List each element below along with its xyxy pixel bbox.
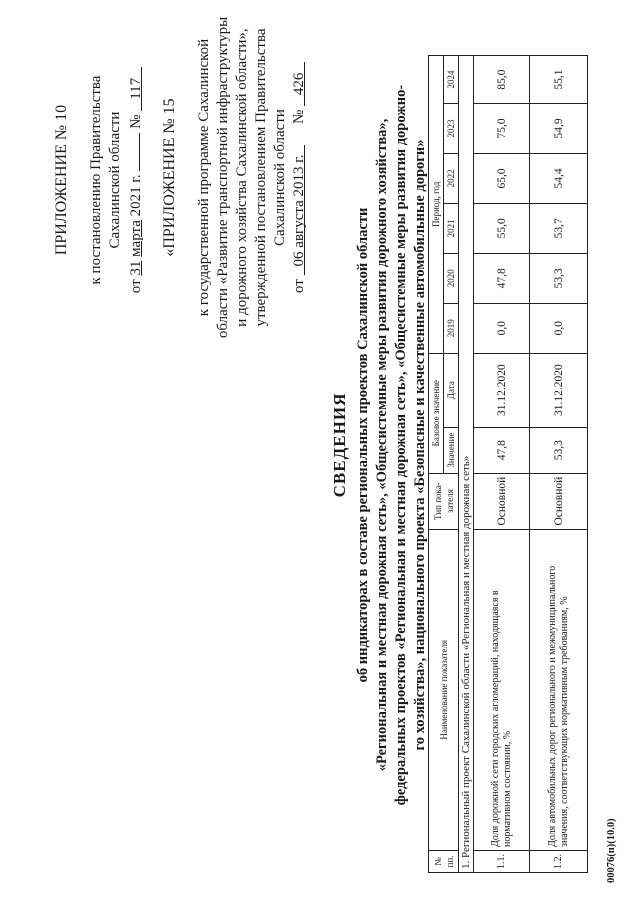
table-row xyxy=(474,56,530,873)
indicators-table-wrap xyxy=(428,55,588,873)
prior-appendix-block xyxy=(160,5,309,350)
year-header: 2022 xyxy=(444,153,459,203)
row-base-value: 47,8 xyxy=(474,427,530,473)
heading-line: об индикаторах в составе региональных проектов Сахалинской области xyxy=(355,207,371,683)
prior-line: области «Развитие транспортной инфраструктуры xyxy=(215,16,231,339)
row-year-value: 54,4 xyxy=(530,153,588,203)
section-title: 1. Региональный проект Сахалинской области «Региональная и местная дорожная сеть» xyxy=(459,56,474,873)
prior-num-sign: № xyxy=(291,109,307,124)
appendix-number: 117 xyxy=(127,67,142,111)
appendix-month: марта xyxy=(128,220,144,257)
col-base-date-header: Дата xyxy=(444,353,459,427)
prior-line: и дорожного хозяйства Сахалинской области», xyxy=(234,28,250,327)
appendix-year-suffix: г. xyxy=(128,174,144,183)
heading-line: го хозяйства», национального проекта «Безопасные и качественные автомобильные дороги» xyxy=(412,139,428,751)
row-type: Основной xyxy=(530,473,588,529)
row-year-value: 0,0 xyxy=(474,303,530,353)
prior-date-prefix: от xyxy=(291,279,307,294)
row-num: 1.2. xyxy=(530,851,588,873)
row-year-value: 53,3 xyxy=(530,253,588,303)
year-header: 2019 xyxy=(444,303,459,353)
document-heading xyxy=(330,75,430,815)
row-year-value: 47,8 xyxy=(474,253,530,303)
row-year-value: 65,0 xyxy=(474,153,530,203)
row-year-value: 55,1 xyxy=(530,56,588,104)
row-year-value: 54,9 xyxy=(530,104,588,154)
prior-number: 426 xyxy=(290,62,305,106)
appendix-year: 2021 xyxy=(128,186,144,217)
appendix-line1: к постановлению Правительства xyxy=(88,75,104,285)
appendix-blank-line xyxy=(125,133,140,171)
appendix-num-sign: № xyxy=(128,114,144,129)
row-name: Доля автомобильных дорог регионального и межмуниципального значения, соответствующих нормативным требованиям, % xyxy=(530,529,588,850)
prior-title: «ПРИЛОЖЕНИЕ № 15 xyxy=(161,98,178,257)
row-year-value: 85,0 xyxy=(474,56,530,104)
appendix-block xyxy=(52,10,146,350)
appendix-day: 31 xyxy=(128,260,144,276)
heading-line: федеральных проектов «Региональная и местная дорожная сеть», «Общесистемные меры развития дорожно- xyxy=(393,84,409,806)
appendix-date-prefix: от xyxy=(128,279,144,294)
col-base-header: Базовое значение xyxy=(429,353,444,473)
col-base-value-header: Значение xyxy=(444,427,459,473)
prior-date: 06 августа 2013 г. xyxy=(290,145,305,275)
row-year-value: 0,0 xyxy=(530,303,588,353)
row-base-date: 31.12.2020 xyxy=(530,353,588,427)
row-base-date: 31.12.2020 xyxy=(474,353,530,427)
row-year-value: 75,0 xyxy=(474,104,530,154)
heading-line: «Региональная и местная дорожная сеть», «Общесистемные меры развития дорожного хозяйства», xyxy=(374,118,390,772)
col-type-header: Тип пока-зателя xyxy=(429,473,459,529)
row-name: Доля дорожной сети городских агломераций, находящаяся в нормативном состоянии, % xyxy=(474,529,530,850)
prior-line: Сахалинской области xyxy=(272,109,288,246)
row-year-value: 55,0 xyxy=(474,203,530,253)
year-header: 2024 xyxy=(444,56,459,104)
row-base-value: 53,3 xyxy=(530,427,588,473)
appendix-date-line xyxy=(125,10,146,350)
year-header: 2023 xyxy=(444,104,459,154)
row-year-value: 53,7 xyxy=(530,203,588,253)
prior-line: утвержденной постановлением Правительства xyxy=(253,28,269,327)
year-header: 2021 xyxy=(444,203,459,253)
col-num-header: № пп. xyxy=(429,851,459,873)
row-num: 1.1. xyxy=(474,851,530,873)
prior-date-line xyxy=(290,5,309,350)
footer-code: 00076(п)(10.0) xyxy=(606,818,617,883)
appendix-line2: Сахалинской области xyxy=(107,111,123,249)
table-row xyxy=(530,56,588,873)
heading-title: СВЕДЕНИЯ xyxy=(330,392,349,498)
col-name-header: Наименование показателя xyxy=(429,529,459,850)
indicators-table xyxy=(428,55,588,873)
year-header: 2020 xyxy=(444,253,459,303)
prior-line: к государственной программе Сахалинской xyxy=(196,38,212,317)
row-type: Основной xyxy=(474,473,530,529)
appendix-title: ПРИЛОЖЕНИЕ № 10 xyxy=(53,104,70,256)
col-period-header: Период, год xyxy=(429,56,444,354)
section-row xyxy=(459,56,474,873)
